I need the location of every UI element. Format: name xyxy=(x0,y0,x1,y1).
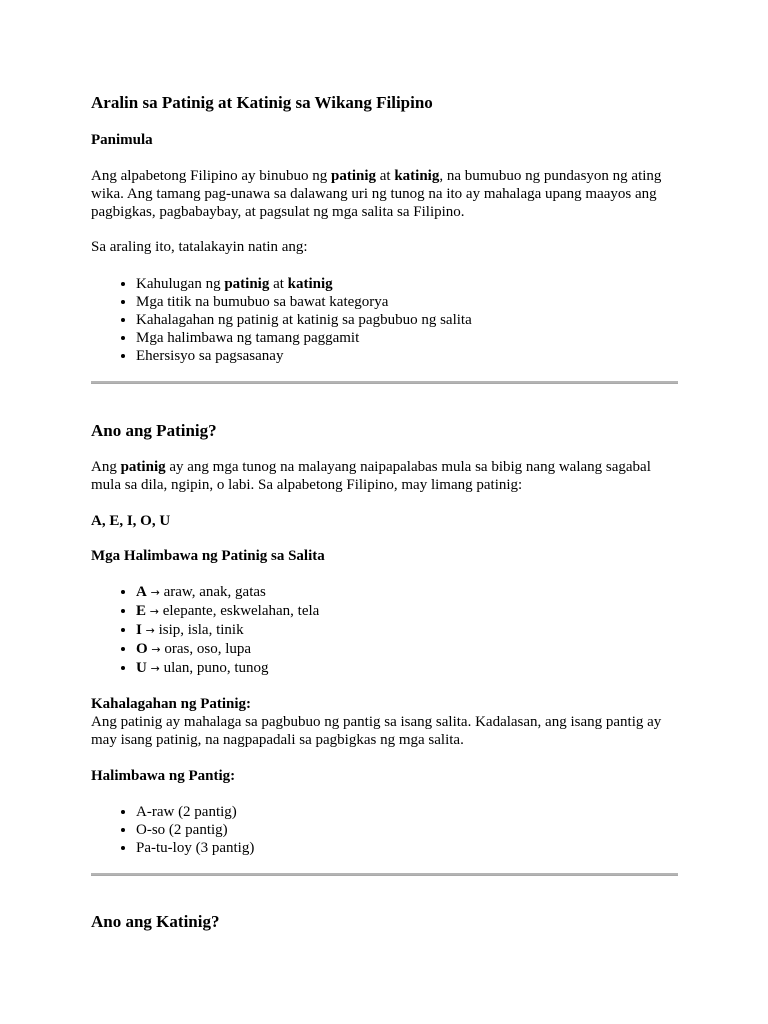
syllable-list xyxy=(91,803,678,857)
vowel-letter: U xyxy=(136,660,147,676)
intro-heading: Panimula xyxy=(91,132,153,148)
vowel-letter: E xyxy=(136,603,147,619)
patinig-heading: Ano ang Patinig? xyxy=(91,421,217,440)
intro-paragraph xyxy=(91,167,678,221)
vowel-example-words: oras, oso, lupa xyxy=(164,641,252,657)
document-page xyxy=(91,93,678,949)
intro-text-2: at xyxy=(376,168,395,184)
vowel-example-words: ulan, puno, tunog xyxy=(163,660,269,676)
vowel-example-words: araw, anak, gatas xyxy=(163,584,266,600)
arrow-icon: → xyxy=(150,662,160,675)
importance-text: Ang patinig ay mahalaga sa pagbubuo ng pantig sa isang salita. Kadalasan, ang isang pantig ay may isang patinig, na nagpapadali sa pagbigkas ng mga salita. xyxy=(91,714,662,748)
topics-list-item: • Mga titik na bumubuo sa bawat kategorya xyxy=(136,293,678,311)
topics-list xyxy=(91,275,678,365)
arrow-icon: → xyxy=(149,605,159,618)
topics-list-item xyxy=(136,275,678,293)
vowel-example-item xyxy=(136,659,678,678)
document-title: Aralin sa Patinig at Katinig sa Wikang Filipino xyxy=(91,93,433,112)
intro-text-1: Ang alpabetong Filipino ay binubuo ng xyxy=(91,168,331,184)
arrow-icon: → xyxy=(150,586,160,599)
vowel-example-item xyxy=(136,621,678,640)
vowel-example-item xyxy=(136,583,678,602)
section-divider xyxy=(91,381,678,384)
vowel-example-item xyxy=(136,602,678,621)
vowel-example-words: elepante, eskwelahan, tela xyxy=(162,603,320,619)
topic-text-2: at xyxy=(269,276,288,292)
intro-bold-katinig: katinig xyxy=(394,168,440,184)
patinig-def-text-2: ay ang mga tunog na malayang naipapalabas mula sa bibig nang walang sagabal mula sa dila, ngipin, o labi. Sa alpabetong Filipino, may limang patinig: xyxy=(91,459,651,493)
examples-heading: Mga Halimbawa ng Patinig sa Salita xyxy=(91,548,325,564)
patinig-definition xyxy=(91,458,678,494)
arrow-icon: → xyxy=(145,624,155,637)
syllable-item: • A-raw (2 pantig) xyxy=(136,803,678,821)
topics-list-item: • Mga halimbawa ng tamang paggamit xyxy=(136,329,678,347)
syllable-heading: Halimbawa ng Pantig: xyxy=(91,768,236,784)
patinig-def-bold: patinig xyxy=(120,459,166,475)
vowel-examples-list xyxy=(91,583,678,678)
syllable-item: • O-so (2 pantig) xyxy=(136,821,678,839)
topic-bold-patinig: patinig xyxy=(224,276,270,292)
katinig-heading: Ano ang Katinig? xyxy=(91,912,220,931)
vowel-letter: I xyxy=(136,622,142,638)
importance-heading: Kahalagahan ng Patinig: xyxy=(91,696,252,712)
patinig-def-text-1: Ang xyxy=(91,459,121,475)
intro-text-3: , na bumubuo ng pundasyon ng ating wika. Ang tamang pag-unawa sa dalawang uri ng tunog na ito ay mahalaga upang maayos ang pagbigkas, pagbabaybay, at pagsulat ng mga salita sa Filipino. xyxy=(91,168,662,220)
topics-list-item: • Ehersisyo sa pagsasanay xyxy=(136,347,678,365)
section-divider xyxy=(91,873,678,876)
vowel-example-words: isip, isla, tinik xyxy=(158,622,244,638)
importance-block xyxy=(91,695,678,749)
vowel-letters: A, E, I, O, U xyxy=(91,513,171,529)
vowel-letter: O xyxy=(136,641,148,657)
vowel-example-item xyxy=(136,640,678,659)
arrow-icon: → xyxy=(151,643,161,656)
intro-bold-patinig: patinig xyxy=(330,168,376,184)
intro-lead: Sa araling ito, tatalakayin natin ang: xyxy=(91,239,308,255)
vowel-letter: A xyxy=(136,584,147,600)
topic-text-1: Kahulugan ng xyxy=(136,276,225,292)
topic-bold-katinig: katinig xyxy=(287,276,333,292)
topics-list-item: • Kahalagahan ng patinig at katinig sa pagbubuo ng salita xyxy=(136,311,678,329)
syllable-item: • Pa-tu-loy (3 pantig) xyxy=(136,839,678,857)
